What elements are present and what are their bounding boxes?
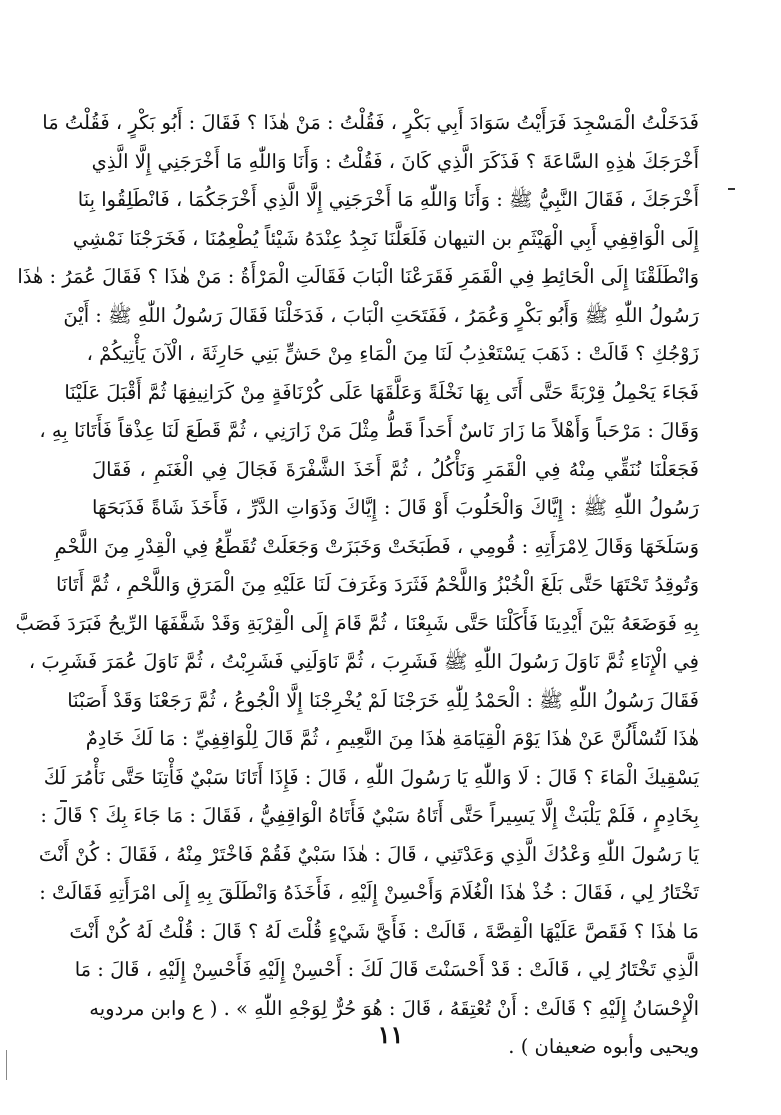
text-line-18: يَسْقِيكَ الْمَاءَ ؟ قَالَ : لَا وَاللّٰهِ يَا رَسُولَ اللّٰهِ ، قَالَ : فَإِذَا أَتَانَا سَبْيٌ فَأْتِنَا حَتَّى نَأْمُرَ لَكَ: [43, 765, 699, 789]
text-line-3: أَخْرَجَكَ ، فَقَالَ النَّبِيُّ ﷺ : وَأَنَا وَاللّٰهِ مَا أَخْرَجَنِي إِلَّا الَّذِي أَخْرَجَكُمَا ، فَانْطَلِقُوا بِنَا: [77, 188, 699, 211]
text-line-9: وَقَالَ : مَرْحَباً وَأَهْلاً مَا زَارَ نَاسٌ أَحَداً قَطُّ مِثْلَ مَنْ زَارَنِي ، ثُمَّ قَطَعَ لَنَا عِذْقاً فَأَتَانَا بِهِ ،: [39, 419, 699, 442]
page-number: ١١: [377, 1020, 404, 1049]
text-line-8: فَجَاءَ يَحْمِلُ قِرْبَةً حَتَّى أَتَى بِهَا نَخْلَةً وَعَلَّقَهَا عَلَى كُرْنَافَةٍ مِنْ كَرَانِيفِهَا ثُمَّ أَقْبَلَ عَلَيْنَا: [64, 380, 699, 404]
text-line-14: بِهِ فَوَضَعَهُ بَيْنَ أَيْدِينَا فَأَكَلْنَا حَتَّى شَبِعْنَا ، ثُمَّ قَامَ إِلَى الْقِرْبَةِ وَقَدْ شَفَّفَهَا الرِّيحُ فَبَرَدَ فَصَبَّ: [15, 611, 699, 635]
text-line-23: الَّذِي تَخْتَارُ لِي ، قَالَتْ : قَدْ أَحْسَنْتَ قَالَ لَكَ : أَحْسِنْ إِلَيْهِ فَأَحْسِنْ إِلَيْهِ ، قَالَ : مَا: [74, 958, 699, 981]
text-line-10: فَجَعَلْنَا نُنَقِّي مِنْهُ فِي الْقَمَرِ وَنَأْكُلُ ، ثُمَّ أَخَذَ الشَّفْرَةَ فَجَالَ فِي الْغَنَمِ ، فَقَالَ: [92, 457, 699, 481]
scan-edge-line: [6, 1050, 7, 1080]
text-line-7: زَوْجُكِ ؟ قَالَتْ : ذَهَبَ يَسْتَعْذِبُ لَنَا مِنَ الْمَاءِ مِنْ حَشٍّ بَنِي حَارِثَةَ ، الْآنَ يَأْتِيكُمْ ،: [86, 342, 699, 365]
text-line-21: تَخْتَارُ لِي ، فَقَالَ : خُذْ هٰذَا الْغُلَامَ وَأَحْسِنْ إِلَيْهِ ، فَأَخَذَهُ وَانْطَلَقَ بِهِ إِلَى امْرَأَتِهِ فَقَالَتْ :: [39, 881, 699, 904]
text-line-11: رَسُولُ اللّٰهِ ﷺ : إِيَّاكَ وَالْحَلُوبَ أَوْ قَالَ : إِيَّاكَ وَذَوَاتِ الدَّرِّ ، فَأَخَذَ شَاةً فَذَبَحَهَا: [92, 496, 699, 519]
text-line-12: وَسَلَخَهَا وَقَالَ لِامْرَأَتِهِ : قُومِي ، فَطَبَخَتْ وَخَبَزَتْ وَجَعَلَتْ تُقَطِّعُ فِي الْقِدْرِ مِنَ اللَّحْمِ: [54, 534, 699, 558]
text-line-22: مَا هٰذَا ؟ فَقَصَّ عَلَيْهَا الْقِصَّةَ ، قَالَتْ : فَأَيَّ شَيْءٍ قُلْتَ لَهُ ؟ قَالَ : قُلْتُ لَهُ كُنْ أَنْتَ: [69, 919, 699, 943]
text-line-4: إِلَى الْوَاقِفِي أَبِي الْهَيْثَمِ بن التيهان فَلَعَلَّنَا نَجِدُ عِنْدَهُ شَيْئاً يُطْعِمُنَا ، فَخَرَجْنَا نَمْشِي: [72, 226, 699, 250]
hadith-text-block: [15, 104, 699, 1067]
text-line-16: فَقَالَ رَسُولُ اللّٰهِ ﷺ : الْحَمْدُ لِلّٰهِ خَرَجْنَا لَمْ يُخْرِجْنَا إِلَّا الْجُوعُ ، ثُمَّ رَجَعْنَا وَقَدْ أَصَبْنَا: [67, 688, 699, 712]
text-line-17: هٰذَا لَتُسْأَلُنَّ عَنْ هٰذَا يَوْمَ الْقِيَامَةِ هٰذَا مِنَ النَّعِيمِ ، ثُمَّ قَالَ لِلْوَاقِفِيِّ : مَا لَكَ خَادِمٌ: [85, 727, 699, 750]
text-line-13: وَتُوقِدُ تَحْتَهَا حَتَّى بَلَغَ الْخُبْزُ وَاللَّحْمُ فَثَرَدَ وَغَرَفَ لَنَا عَلَيْهِ مِنَ الْمَرَقِ وَاللَّحْمِ ، ثُمَّ أَتَانَا: [55, 573, 699, 596]
margin-mark: [728, 188, 735, 190]
text-line-6: رَسُولُ اللّٰهِ ﷺ وَأَبُو بَكْرٍ وَعُمَرُ ، فَفَتَحَتِ الْبَابَ ، فَدَخَلْنَا فَقَالَ رَسُولُ اللّٰهِ ﷺ : أَيْنَ: [63, 303, 699, 327]
text-line-5: وَانْطَلَقْنَا إِلَى الْحَائِطِ فِي الْقَمَرِ فَقَرَعْنَا الْبَابَ فَقَالَتِ الْمَرْأَةُ : مَنْ هٰذَا ؟ فَقَالَ عُمَرُ : هٰذَا: [17, 265, 699, 288]
text-line-15: فِي الْإِنَاءِ ثُمَّ نَاوَلَ رَسُولَ اللّٰهِ ﷺ فَشَرِبَ ، ثُمَّ نَاوَلَنِي فَشَرِبْتُ ، ثُمَّ نَاوَلَ عُمَرَ فَشَرِبَ ،: [28, 650, 699, 673]
text-line-20: يَا رَسُولَ اللّٰهِ وَعْدُكَ الَّذِي وَعَدْتَنِي ، قَالَ : هٰذَا سَبْيٌ فَقُمْ فَاخْتَرْ مِنْهُ ، فَقَالَ : كُنْ أَنْتَ: [38, 842, 699, 866]
text-line-19: بِخَادِمٍ ، فَلَمْ يَلْبَثْ إِلَّا يَسِيراً حَتَّى أَتَاهُ سَبْيٌ فَأَتَاهُ الْوَاقِفِيُّ ، فَقَالَ : مَا جَاءَ بِكَ ؟ قَالَ :: [40, 804, 699, 827]
text-line-2: أَخْرَجَكَ هٰذِهِ السَّاعَةَ ؟ فَذَكَرَ الَّذِي كَانَ ، فَقُلْتُ : وَأَنَا وَاللّٰهِ مَا أَخْرَجَنِي إِلَّا الَّذِي: [91, 149, 699, 173]
text-line-25: ويحيى وأبوه ضعيفان ) .: [508, 1035, 699, 1058]
text-line-1: فَدَخَلْتُ الْمَسْجِدَ فَرَأَيْتُ سَوَادَ أَبِي بَكْرٍ ، فَقُلْتُ : مَنْ هٰذَا ؟ فَقَالَ : أَبُو بَكْرٍ ، فَقُلْتُ مَا: [42, 111, 699, 134]
text-line-24: الْإِحْسَانُ إِلَيْهِ ؟ قَالَتْ : أَنْ تُعْتِقَهُ ، قَالَ : هُوَ حُرٌّ لِوَجْهِ اللّٰهِ » . ( ع وابن مردويه: [89, 996, 699, 1020]
